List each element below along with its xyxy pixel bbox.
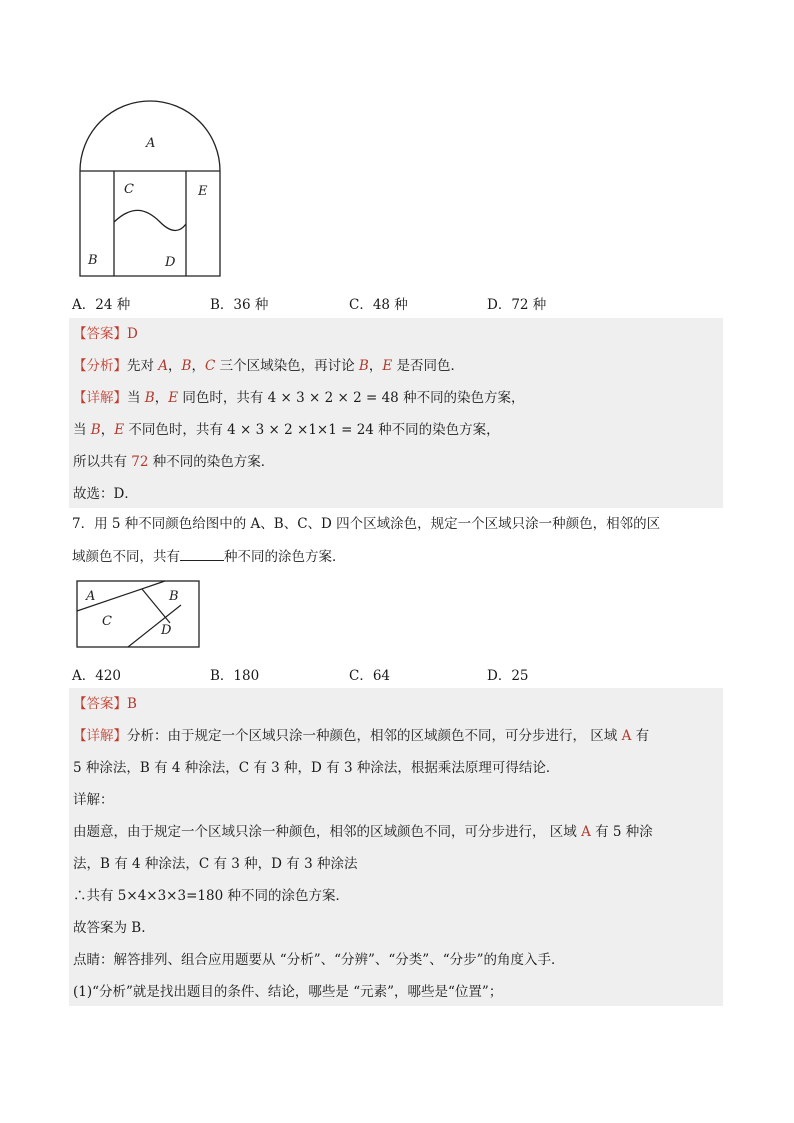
q6-detail-line-3 xyxy=(73,450,274,474)
q7-detail-line-6: ∴共有 5×4×3×3=180 种不同的涂色方案． xyxy=(73,888,349,904)
arch-region-figure xyxy=(74,100,224,280)
q7-detail-line-4 xyxy=(73,820,653,844)
var-b-2: B xyxy=(358,358,369,374)
text-fragment: 由题意，由于规定一个区域只涂一种颜色，相邻的区域颜色不同，可分步进行， 区域 xyxy=(73,824,582,840)
q6-solution-block xyxy=(69,318,723,508)
text-fragment: 不同色时，共有 4 × 3 × 2 ×1×1 = 24 种不同的染色方案， xyxy=(124,422,500,438)
total-number: 72 xyxy=(131,454,149,470)
label-b: B xyxy=(88,253,98,268)
q7-detail-line-2: 5 种涂法，B 有 4 种涂法，C 有 3 种，D 有 3 种涂法，根据乘法原理可得结论． xyxy=(73,760,560,776)
analysis-label: 【分析】 xyxy=(73,358,127,374)
q6-option-a: A．24 种 xyxy=(72,297,131,313)
q7-solution-block xyxy=(69,688,723,1006)
var-a: A xyxy=(158,358,169,374)
analysis-pre: 先对 xyxy=(127,358,159,374)
q7-stem-line-1: 7．用 5 种不同颜色给图中的 A、B、C、D 四个区域涂色，规定一个区域只涂一种颜色，相邻的区 xyxy=(72,516,661,532)
var-b: B xyxy=(181,358,192,374)
sep-3: ， xyxy=(368,358,383,374)
answer-label: 【答案】 xyxy=(73,326,127,342)
text-fragment: 有 5 种涂 xyxy=(590,824,653,840)
divider-bc xyxy=(142,589,170,623)
sep-1: ， xyxy=(168,358,182,374)
q7-option-d: D．25 xyxy=(487,668,529,684)
var-b: B xyxy=(90,422,101,438)
wave-divider xyxy=(114,210,186,230)
text-fragment: 种不同的染色方案． xyxy=(148,454,275,470)
label-d: D xyxy=(161,623,172,638)
text-fragment: 种不同的涂色方案． xyxy=(224,549,346,565)
detail-label: 【详解】 xyxy=(73,390,127,406)
label-b: B xyxy=(169,589,179,604)
text-fragment: 分析：由于规定一个区域只涂一种颜色，相邻的区域颜色不同，可分步进行， 区域 xyxy=(127,728,622,744)
q6-options xyxy=(72,293,722,315)
region-a: A xyxy=(621,728,632,744)
text-fragment: 同色时，共有 4 × 3 × 2 × 2 = 48 种不同的染色方案， xyxy=(178,390,525,406)
q7-options xyxy=(72,664,722,686)
text-fragment: 当 xyxy=(73,422,91,438)
q6-detail-line-1 xyxy=(73,386,525,410)
q6-option-c: C．48 种 xyxy=(349,297,408,313)
q7-detail-line-8: 点睛：解答排列、组合应用题要从 “分析”、“分辨”、“分类”、“分步”的角度入手． xyxy=(73,952,565,968)
q7-option-b: B．180 xyxy=(210,668,260,684)
label-e: E xyxy=(198,184,208,199)
q7-detail-line-5: 法，B 有 4 种涂法，C 有 3 种，D 有 3 种涂法 xyxy=(73,856,358,872)
q7-option-a: A．420 xyxy=(72,668,122,684)
var-e: E xyxy=(168,390,179,406)
var-b: B xyxy=(144,390,155,406)
q7-option-c: C．64 xyxy=(349,668,391,684)
answer-value: B xyxy=(127,696,137,712)
var-e: E xyxy=(114,422,125,438)
analysis-post: 是否同色． xyxy=(392,358,464,374)
var-e: E xyxy=(382,358,393,374)
q6-option-d: D．72 种 xyxy=(487,297,547,313)
text-fragment: ， xyxy=(100,422,115,438)
label-d: D xyxy=(165,255,176,270)
sep-2: ， xyxy=(191,358,205,374)
q7-detail-line-1 xyxy=(73,724,649,748)
q7-stem-line-2 xyxy=(72,545,346,569)
q6-analysis-line xyxy=(73,354,464,378)
q6-detail-line-2 xyxy=(73,418,500,442)
q6-detail-line-4: 故选：D． xyxy=(73,486,138,502)
q6-answer-line xyxy=(73,322,138,346)
analysis-mid: 三个区域染色，再讨论 xyxy=(215,358,359,374)
text-fragment: 所以共有 xyxy=(73,454,132,470)
q7-answer-line xyxy=(73,692,137,716)
q7-detail-line-7: 故答案为 B. xyxy=(73,920,146,936)
q7-detail-line-9: (1)“分析”就是找出题目的条件、结论，哪些是 “元素”，哪些是“位置”； xyxy=(73,984,503,1000)
label-c: C xyxy=(102,614,112,629)
answer-blank xyxy=(180,546,224,561)
text-fragment: ， xyxy=(154,390,169,406)
answer-value: D xyxy=(127,326,138,342)
q7-detail-line-3: 详解： xyxy=(73,792,114,808)
text-fragment: 当 xyxy=(127,390,145,406)
rectangle-region-figure xyxy=(76,580,202,650)
divider-cd xyxy=(128,605,181,647)
text-fragment: 有 xyxy=(631,728,650,744)
region-a: A xyxy=(581,824,591,840)
q6-option-b: B．36 种 xyxy=(210,297,269,313)
detail-label: 【详解】 xyxy=(73,728,127,744)
label-c: C xyxy=(124,182,134,197)
answer-label: 【答案】 xyxy=(73,696,127,712)
text-fragment: 域颜色不同，共有 xyxy=(72,549,180,565)
var-c: C xyxy=(204,358,216,374)
label-a: A xyxy=(86,589,96,604)
label-a: A xyxy=(146,136,156,151)
